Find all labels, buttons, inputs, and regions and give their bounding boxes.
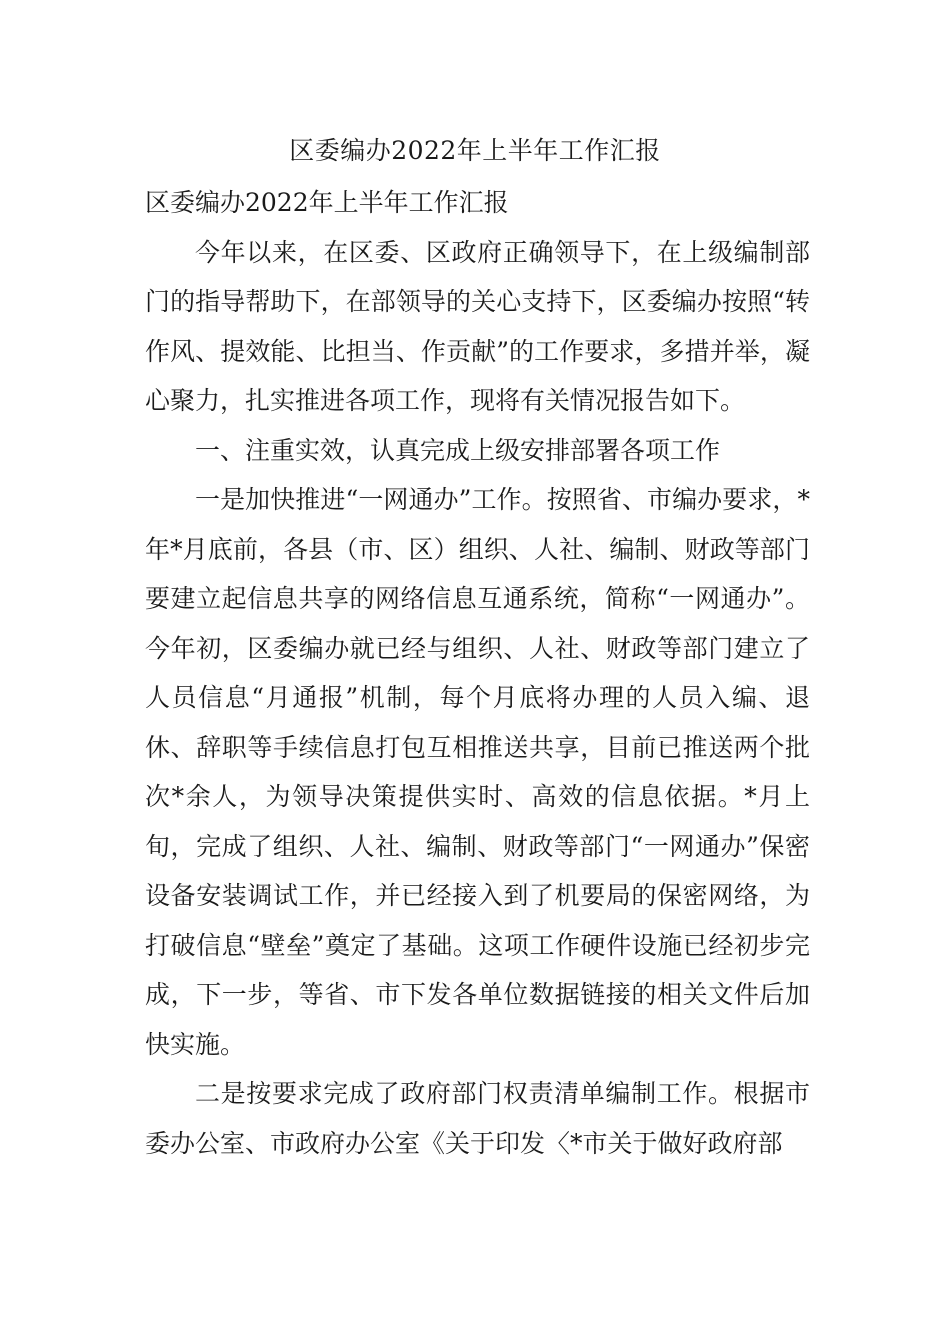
section-heading-1: 一、注重实效，认真完成上级安排部署各项工作	[195, 435, 721, 465]
paragraph-power-list: 二是按要求完成了政府部门权责清单编制工作。根据市委办公室、市政府办公室《关于印发〈*市关于做好政府部	[145, 1079, 810, 1158]
document-body	[145, 178, 810, 1168]
document-subtitle: 区委编办2022年上半年工作汇报	[145, 188, 509, 217]
paragraph-one-network: 一是加快推进“一网通办”工作。按照省、市编办要求，*年*月底前，各县（市、区）组织、人社、编制、财政等部门要建立起信息共享的网络信息互通系统，简称“一网通办”。今年初，区委编办就已经与组织、人社、财政等部门建立了人员信息“月通报”机制，每个月底将办理的人员入编、退休、辞职等手续信息打包互相推送共享，目前已推送两个批次*余人，为领导决策提供实时、高效的信息依据。*月上旬，完成了组织、人社、编制、财政等部门“一网通办”保密设备安装调试工作，并已经接入到了机要局的保密网络，为打破信息“壁垒”奠定了基础。这项工作硬件设施已经初步完成，下一步，等省、市下发各单位数据链接的相关文件后加快实施。	[145, 485, 810, 1059]
paragraph-intro: 今年以来，在区委、区政府正确领导下，在上级编制部门的指导帮助下，在部领导的关心支持下，区委编办按照“转作风、提效能、比担当、作贡献”的工作要求，多措并举，凝心聚力，扎实推进各项工作，现将有关情况报告如下。	[145, 237, 810, 415]
document-title: 区委编办2022年上半年工作汇报	[289, 136, 661, 165]
